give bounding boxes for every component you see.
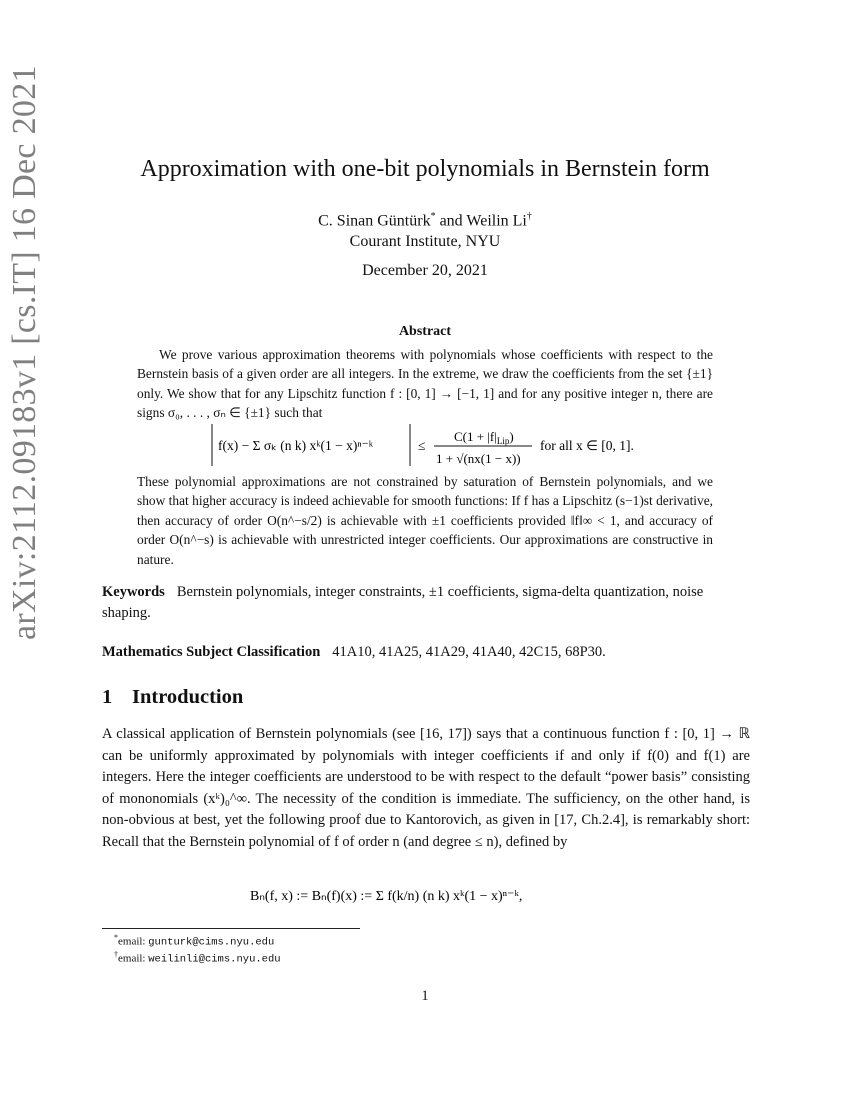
section-title: Introduction (132, 686, 244, 708)
author-1: C. Sinan Güntürk (318, 212, 431, 230)
msc-text: 41A10, 41A25, 41A29, 41A40, 42C15, 68P30. (332, 644, 606, 660)
author-line (0, 206, 850, 231)
affiliation: Courant Institute, NYU (349, 233, 501, 251)
section-number: 1 (102, 686, 113, 708)
author-2-mark: † (526, 211, 532, 222)
author-2: and Weilin Li (435, 212, 527, 230)
keywords-label: Keywords (102, 584, 165, 600)
abstract-heading: Abstract (398, 324, 452, 339)
intro-paragraph: A classical application of Bernstein polynomials (see [16, 17]) says that a continuous function f : [0, 1] → ℝ can be uniformly approximated by polynomials with integer coefficients if and only if f(0) and f(1) are integers. Here the integer coefficients are understood to be with respect to the default “power basis” consisting of mononomials (xᵏ)₀^∞. The necessity of the condition is immediate. The sufficiency, on the other hand, is non-obvious at best, yet the following proof due to Kantorovich, as given in [17, Ch.2.4], is remarkably short: Recall that the Bernstein polynomial of f of order n (and degree ≤ n), defined by (102, 726, 750, 850)
keywords-text: Bernstein polynomials, integer constraints, ±1 coefficients, sigma-delta quantization, noise shaping. (102, 584, 704, 621)
abstract-paragraph-2: These polynomial approximations are not constrained by saturation of Bernstein polynomials, and we show that higher accuracy is indeed achievable for smooth functions: If f has a Lipschitz (s−1)st derivative, then accuracy of order O(n^−s/2) is achievable with ±1 coefficients provided ‖f‖∞ < 1, and accuracy of order O(n^−s) is achievable with unrestricted integer coefficients. Our approximations are constructive in nature. (137, 474, 713, 567)
author-1-mark: * (430, 211, 436, 222)
footnote-2: †email: weilinli@cims.nyu.edu (114, 950, 281, 966)
email-link-2[interactable]: weilinli@cims.nyu.edu (148, 953, 281, 966)
equation-lhs: f(x) − Σ σₖ (n k) xᵏ(1 − x)ⁿ⁻ᵏ (218, 438, 373, 453)
msc-block (102, 644, 750, 661)
abstract-equation (208, 422, 668, 470)
paper-title: Approximation with one-bit polynomials in Bernstein form (140, 156, 710, 182)
equation-condition: for all x ∈ [0, 1]. (540, 438, 634, 453)
svg-text:≤: ≤ (418, 438, 426, 453)
email-link-1[interactable]: gunturk@cims.nyu.edu (148, 936, 275, 949)
arxiv-side-stamp: arXiv:2112.09183v1 [cs.IT] 16 Dec 2021 (6, 65, 43, 640)
bernstein-equation (240, 868, 620, 924)
footnote-1: *email: gunturk@cims.nyu.edu (114, 933, 275, 949)
paper-date: December 20, 2021 (362, 262, 488, 279)
abstract-paragraph-1: We prove various approximation theorems with polynomials whose coefficients with respect to the Bernstein basis of a given order are all integers. In the extreme, we draw the coefficients from the set {±1} only. We show that for any Lipschitz function f : [0, 1] → [−1, 1] and for any positive integer n, there are signs σ₀, . . . , σₙ ∈ {±1} such that (137, 347, 713, 421)
equation-denominator: 1 + √(nx(1 − x)) (436, 451, 521, 466)
section-heading (102, 686, 243, 709)
keywords-block (102, 582, 750, 624)
page-number: 1 (421, 988, 429, 1004)
msc-label: Mathematics Subject Classification (102, 644, 321, 660)
bernstein-equation-text: Bₙ(f, x) := Bₙ(f)(x) := Σ f(k/n) (n k) xᵏ(1 − x)ⁿ⁻ᵏ, (250, 889, 523, 904)
author-block (0, 206, 850, 252)
footnote-rule (102, 928, 360, 929)
equation-numerator: $C(1 + |f|_{Lip})$ (454, 429, 514, 446)
